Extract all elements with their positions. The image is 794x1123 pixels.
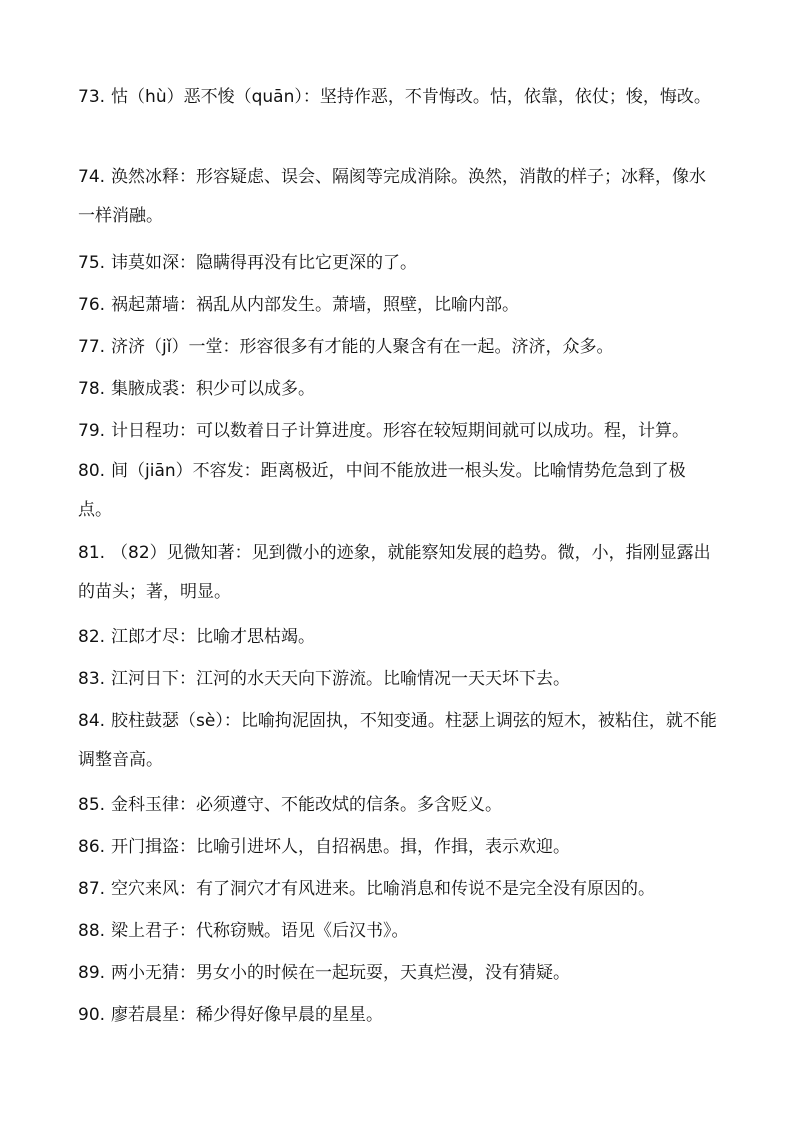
idiom-entry-90 [78,996,718,1035]
idiom-entry-73 [78,78,718,117]
entry-text: 开门揖盗：比喻引进坏人，自招祸患。揖，作揖，表示欢迎。 [111,837,571,857]
idiom-entry-88 [78,912,718,951]
entry-number: 83. [78,669,106,689]
entry-number: 85. [78,795,106,815]
entry-text: 金科玉律：必须遵守、不能改烒的信条。多含贬义。 [111,795,503,815]
entry-text: 两小无猜：男女小的时候在一起玩耍，天真烂漫，没有猜疑。 [111,963,571,983]
entry-number: 78. [78,379,106,399]
entry-text: 间（jiān）不容发：距离极近，中间不能放进一根头发。比喻情势危急到了极点。 [78,461,686,520]
entry-number: 90. [78,1005,106,1025]
entry-text: 梁上君子：代称窃贼。语见《后汉书》。 [111,921,409,941]
idiom-entry-80 [78,452,718,530]
entry-text: 祸起萧墙：祸乱从内部发生。萧墙，照壁，比喻内部。 [111,295,520,315]
entry-number: 86. [78,837,106,857]
entry-number: 87. [78,879,106,899]
idiom-entry-81 [78,534,718,612]
entry-number: 81. [78,543,106,563]
entry-text: 空穴来风：有了洞穴才有风进来。比喻消息和传说不是完全没有原因的。 [111,879,656,899]
entry-number: 82. [78,627,106,647]
entry-text: （82）见微知著：见到微小的迹象，就能察知发展的趋势。微，小，指刚显露出的苗头；著，明显。 [78,543,711,602]
entry-number: 84. [78,711,106,731]
idiom-entry-79 [78,412,718,451]
entry-number: 75. [78,253,106,273]
idiom-entry-77 [78,328,718,367]
idiom-entry-82 [78,618,718,657]
entry-number: 76. [78,295,106,315]
idiom-entry-74 [78,158,718,236]
idiom-entry-87 [78,870,718,909]
entry-number: 88. [78,921,106,941]
entry-number: 73. [78,87,106,107]
entry-text: 讳莫如深：隐瞒得再没有比它更深的了。 [111,253,418,273]
entry-text: 计日程功：可以数着日子计算进度。形容在较短期间就可以成功。程，计算。 [111,421,690,441]
entry-text: 集腋成裘：积少可以成多。 [111,379,316,399]
idiom-entry-75 [78,244,718,283]
entry-number: 79. [78,421,106,441]
idiom-entry-76 [78,286,718,325]
idiom-entry-83 [78,660,718,699]
entry-number: 89. [78,963,106,983]
idiom-entry-86 [78,828,718,867]
entry-number: 74. [78,167,106,187]
idiom-entry-84 [78,702,718,780]
idiom-entry-89 [78,954,718,993]
entry-text: 怙（hù）恶不悛（quān）：坚持作恶，不肯悔改。怙，依靠，依仗；悛，悔改。 [111,87,711,107]
idiom-entry-78 [78,370,718,409]
idiom-entry-85 [78,786,718,825]
entry-text: 江郎才尽：比喻才思枯竭。 [111,627,316,647]
entry-text: 涣然冰释：形容疑虑、误会、隔阂等完成消除。涣然，消散的样子；冰释，像水一样消融。 [78,167,707,226]
entry-text: 胶柱鼓瑟（sè）：比喻拘泥固执，不知变通。柱瑟上调弦的短木，被粘住，就不能调整音高。 [78,711,717,770]
entry-number: 77. [78,337,106,357]
entry-text: 廖若晨星：稀少得好像早晨的星星。 [111,1005,384,1025]
entry-text: 江河日下：江河的水天天向下游流。比喻情况一天天坏下去。 [111,669,571,689]
entry-text: 济济（jǐ）一堂：形容很多有才能的人聚含有在一起。济济，众多。 [111,337,614,357]
entry-number: 80. [78,461,106,481]
